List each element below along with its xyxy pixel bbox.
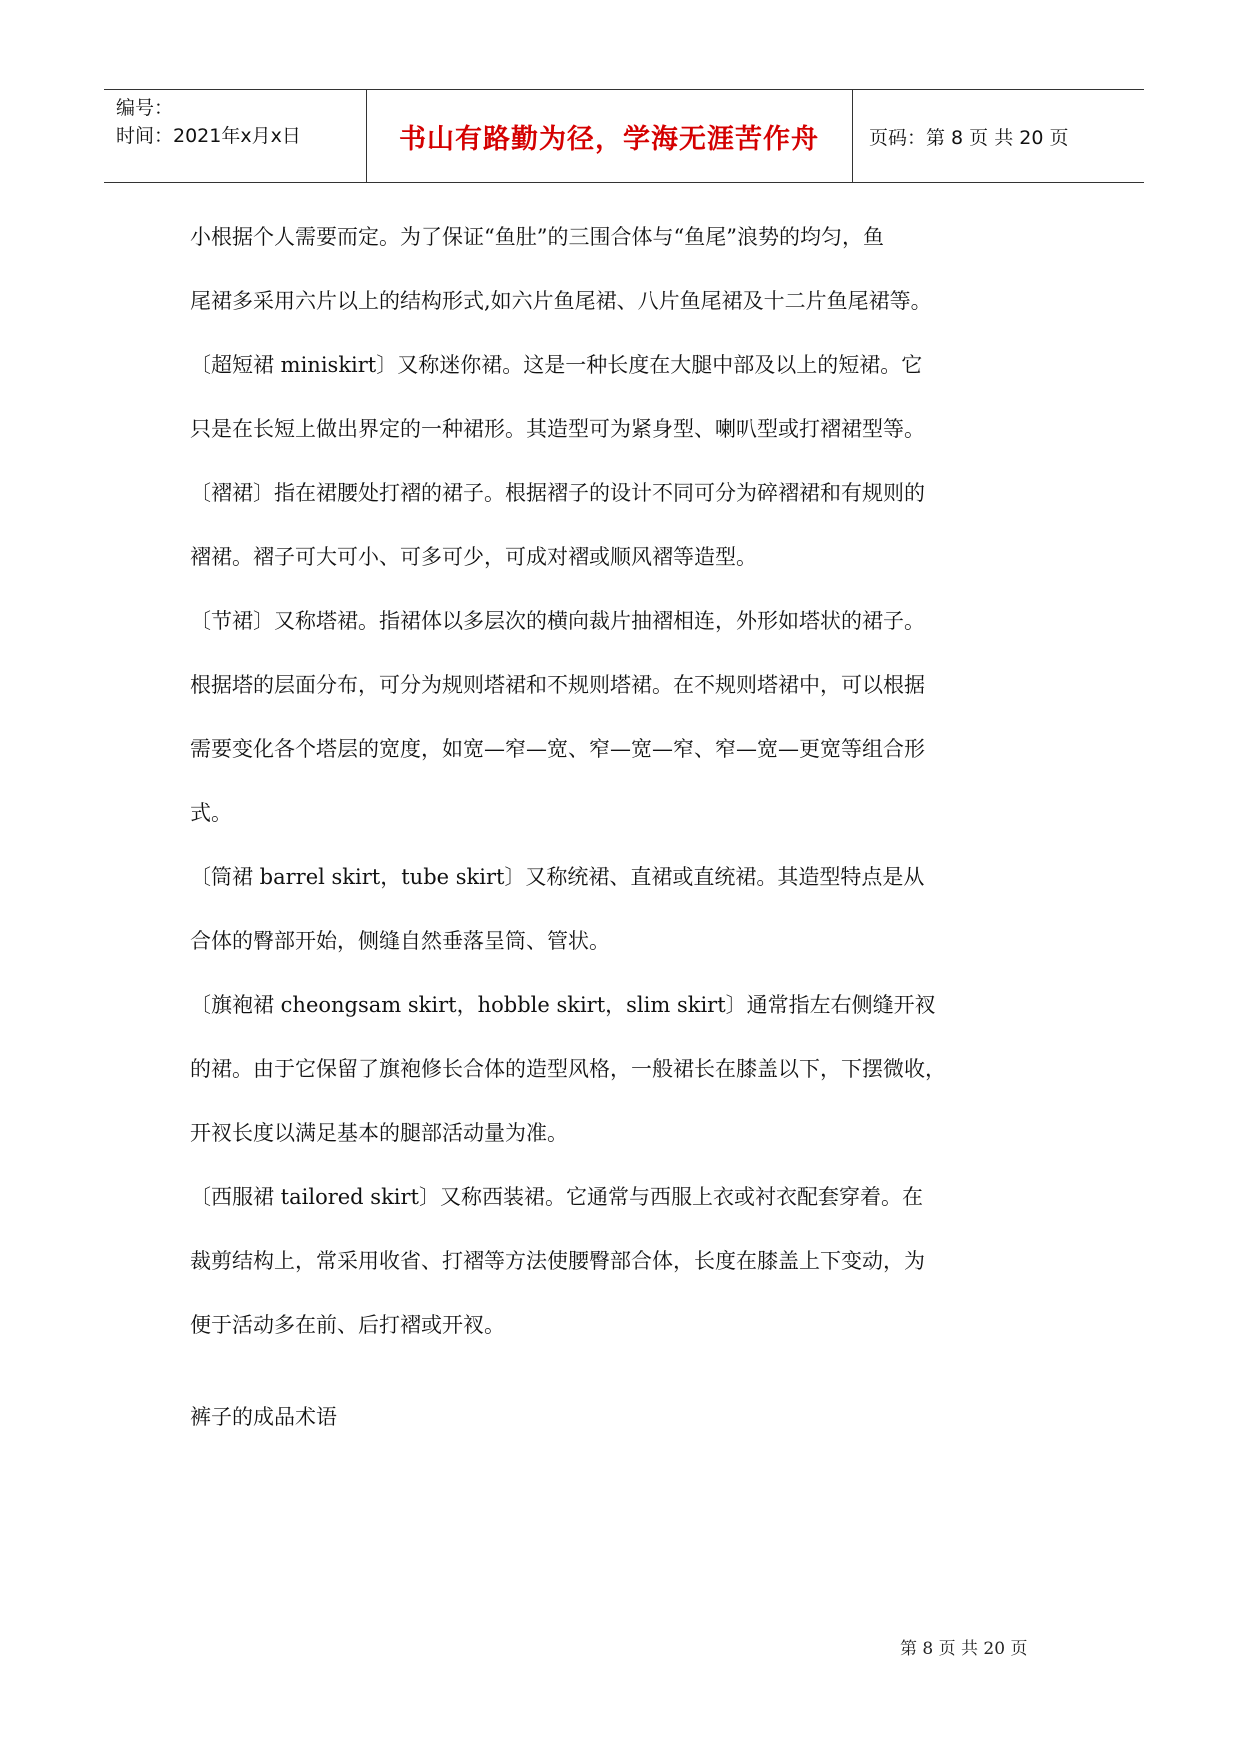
- body-line: 只是在长短上做出界定的一种裙形。其造型可为紧身型、喇叭型或打褶裙型等。: [190, 417, 925, 441]
- body-line: 〔筒裙 barrel skirt，tube skirt〕又称统裙、直裙或直统裙。其造型特点是从: [190, 865, 925, 889]
- body-line: 〔褶裙〕指在裙腰处打褶的裙子。根据褶子的设计不同可分为碎褶裙和有规则的: [190, 481, 925, 505]
- body-line: 的裙。由于它保留了旗袍修长合体的造型风格，一般裙长在膝盖以下，下摆微收，: [190, 1057, 946, 1081]
- page-header: [104, 89, 1144, 183]
- body-line: 裁剪结构上，常采用收省、打褶等方法使腰臀部合体，长度在膝盖上下变动，为: [190, 1249, 925, 1273]
- body-line: 〔西服裙 tailored skirt〕又称西装裙。它通常与西服上衣或衬衣配套穿着。在: [190, 1185, 923, 1209]
- header-meta: [116, 94, 301, 150]
- body-line: 小根据个人需要而定。为了保证“鱼肚”的三围合体与“鱼尾”浪势的均匀，鱼: [190, 225, 884, 249]
- body-line: 式。: [190, 801, 232, 825]
- body-line: 褶裙。褶子可大可小、可多可少，可成对褶或顺风褶等造型。: [190, 545, 757, 569]
- serial-label: 编号：: [116, 97, 174, 119]
- body-line: 根据塔的层面分布，可分为规则塔裙和不规则塔裙。在不规则塔裙中，可以根据: [190, 673, 925, 697]
- header-page-info: 页码：第 8 页 共 20 页: [869, 126, 1069, 149]
- section-heading: 裤子的成品术语: [190, 1405, 337, 1429]
- body-line: 〔节裙〕又称塔裙。指裙体以多层次的横向裁片抽褶相连，外形如塔状的裙子。: [190, 609, 925, 633]
- body-line: 合体的臀部开始，侧缝自然垂落呈筒、管状。: [190, 929, 610, 953]
- header-motto: 书山有路勤为径，学海无涯苦作舟: [399, 123, 819, 155]
- body-line: 尾裙多采用六片以上的结构形式,如六片鱼尾裙、八片鱼尾裙及十二片鱼尾裙等。: [190, 289, 932, 313]
- header-divider-right: [852, 90, 853, 182]
- body-line: 开衩长度以满足基本的腿部活动量为准。: [190, 1121, 568, 1145]
- page-footer: 第 8 页 共 20 页: [900, 1639, 1028, 1659]
- body-line: 需要变化各个塔层的宽度，如宽—窄—宽、窄—宽—窄、窄—宽—更宽等组合形: [190, 737, 925, 761]
- body-line: 〔超短裙 miniskirt〕又称迷你裙。这是一种长度在大腿中部及以上的短裙。它: [190, 353, 923, 377]
- body-line: 便于活动多在前、后打褶或开衩。: [190, 1313, 505, 1337]
- body-line: 〔旗袍裙 cheongsam skirt，hobble skirt，slim skirt〕通常指左右侧缝开衩: [190, 993, 936, 1017]
- time-label: 时间：2021年x月x日: [116, 125, 301, 147]
